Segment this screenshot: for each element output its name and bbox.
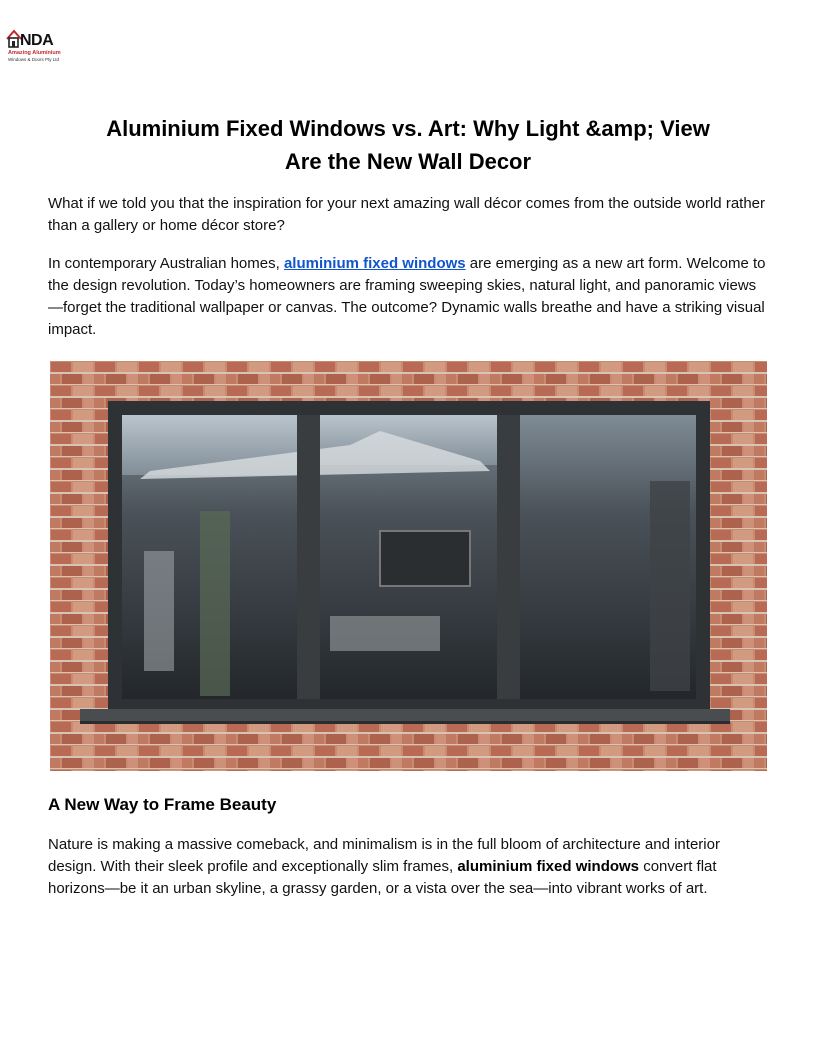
section-heading: A New Way to Frame Beauty: [48, 795, 277, 814]
logo-subline: Windows & Doors Pty Ltd: [8, 57, 60, 62]
aluminium-fixed-windows-link[interactable]: aluminium fixed windows: [283, 255, 466, 272]
intro-paragraph: What if we told you that the inspiration for your next amazing wall décor comes from the outside world rather than a gallery or home décor store?: [48, 195, 766, 234]
fixed-window-photo: [50, 361, 767, 771]
logo-tagline: Amazing Aluminium: [8, 50, 61, 56]
paragraph-text-after-bold: convert flat horizons—be it an urban skyline, a grassy garden, or a vista over the sea—into vibrant works of art.: [48, 858, 717, 897]
company-logo[interactable]: [6, 28, 70, 64]
paragraph-text-before-bold: Nature is making a massive comeback, and minimalism is in the full bloom of architecture and interior design. With their sleek profile and exceptionally slim frames,: [48, 836, 720, 875]
paragraph-text-after-link: are emerging as a new art form. Welcome to the design revolution. Today’s homeowners are framing sweeping skies, natural light, and panoramic views—forget the traditional wallpaper or canvas. The outcome? Dynamic walls breathe and have a striking visual impact.: [48, 255, 766, 338]
bold-keyword: aluminium fixed windows: [457, 858, 640, 875]
body-paragraph-1: [48, 253, 770, 341]
paragraph-text-before-link: In contemporary Australian homes,: [48, 255, 284, 272]
article-title: Aluminium Fixed Windows vs. Art: Why Light &amp; View Are the New Wall Decor: [106, 116, 710, 174]
logo-wordmark: NDA: [20, 32, 54, 49]
body-paragraph-2: [48, 834, 770, 900]
